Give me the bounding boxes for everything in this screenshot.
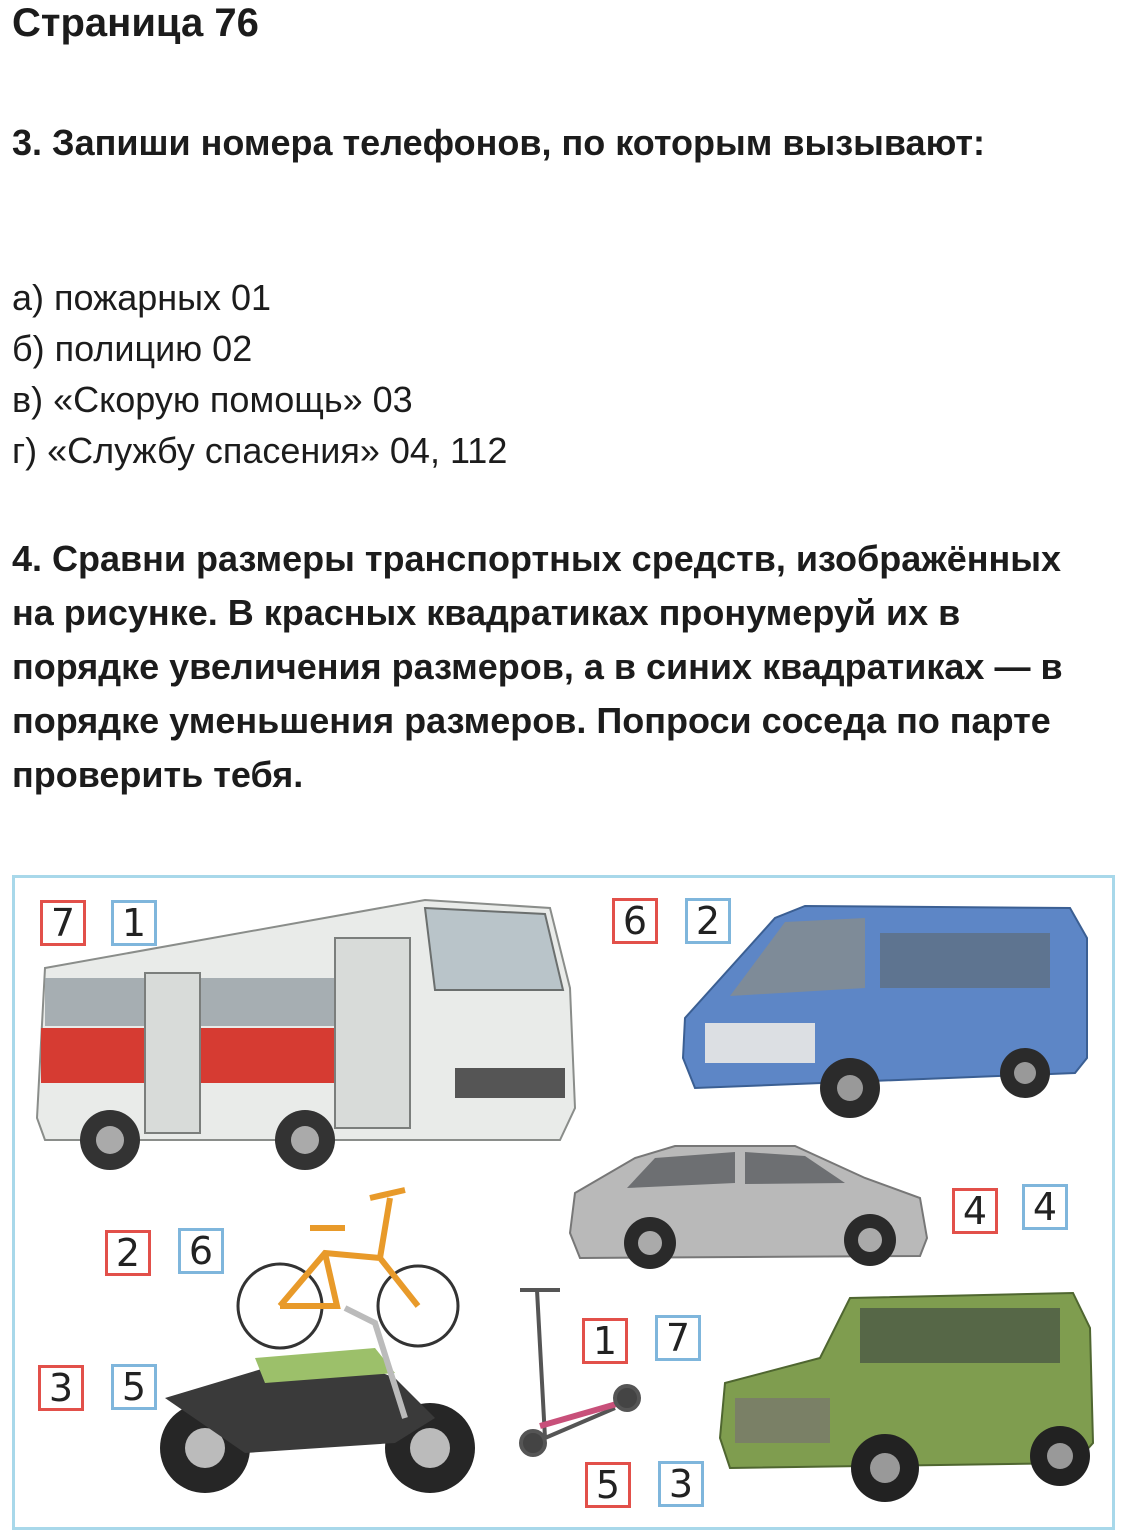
task-4-text: 4. Сравни размеры транспортных средств, изображённых на рисунке. В красных квадратиках пронумеруй их в порядке увеличения размеров, а в синих квадратиках — в порядке уменьшения размеров. Попроси соседа по парте проверить тебя. — [12, 538, 1063, 795]
page-title: Страница 76 — [12, 1, 259, 45]
bicycle-image — [238, 1190, 458, 1348]
minibus-blue-box: 2 — [685, 898, 731, 944]
answer-b: б) полицию 02 — [12, 328, 253, 369]
minibus-image — [683, 906, 1087, 1118]
suv-image — [720, 1293, 1093, 1502]
motorcycle-blue-box: 5 — [111, 1364, 157, 1410]
car-blue-box: 4 — [1022, 1184, 1068, 1230]
vehicles-figure — [12, 875, 1115, 1530]
answer-d: г) «Службу спасения» 04, 112 — [12, 430, 508, 471]
bus-blue-box: 1 — [111, 900, 157, 946]
task-3-answers — [12, 272, 507, 476]
scooter-image — [520, 1290, 639, 1455]
scooter-blue-box: 7 — [655, 1315, 701, 1361]
motorcycle-red-box: 3 — [38, 1365, 84, 1411]
vehicles-illustration — [15, 878, 1112, 1527]
bicycle-blue-box: 6 — [178, 1228, 224, 1274]
car-red-box: 4 — [952, 1188, 998, 1234]
motorcycle-image — [160, 1308, 475, 1493]
bus-red-box: 7 — [40, 900, 86, 946]
suv-blue-box: 3 — [658, 1461, 704, 1507]
minibus-red-box: 6 — [612, 898, 658, 944]
scooter-red-box: 1 — [582, 1318, 628, 1364]
car-image — [570, 1146, 927, 1269]
answer-c: в) «Скорую помощь» 03 — [12, 379, 413, 420]
bicycle-red-box: 2 — [105, 1230, 151, 1276]
suv-red-box: 5 — [585, 1462, 631, 1508]
task-3-text: 3. Запиши номера телефонов, по которым вызывают: — [12, 122, 986, 163]
answer-a: а) пожарных 01 — [12, 277, 272, 318]
